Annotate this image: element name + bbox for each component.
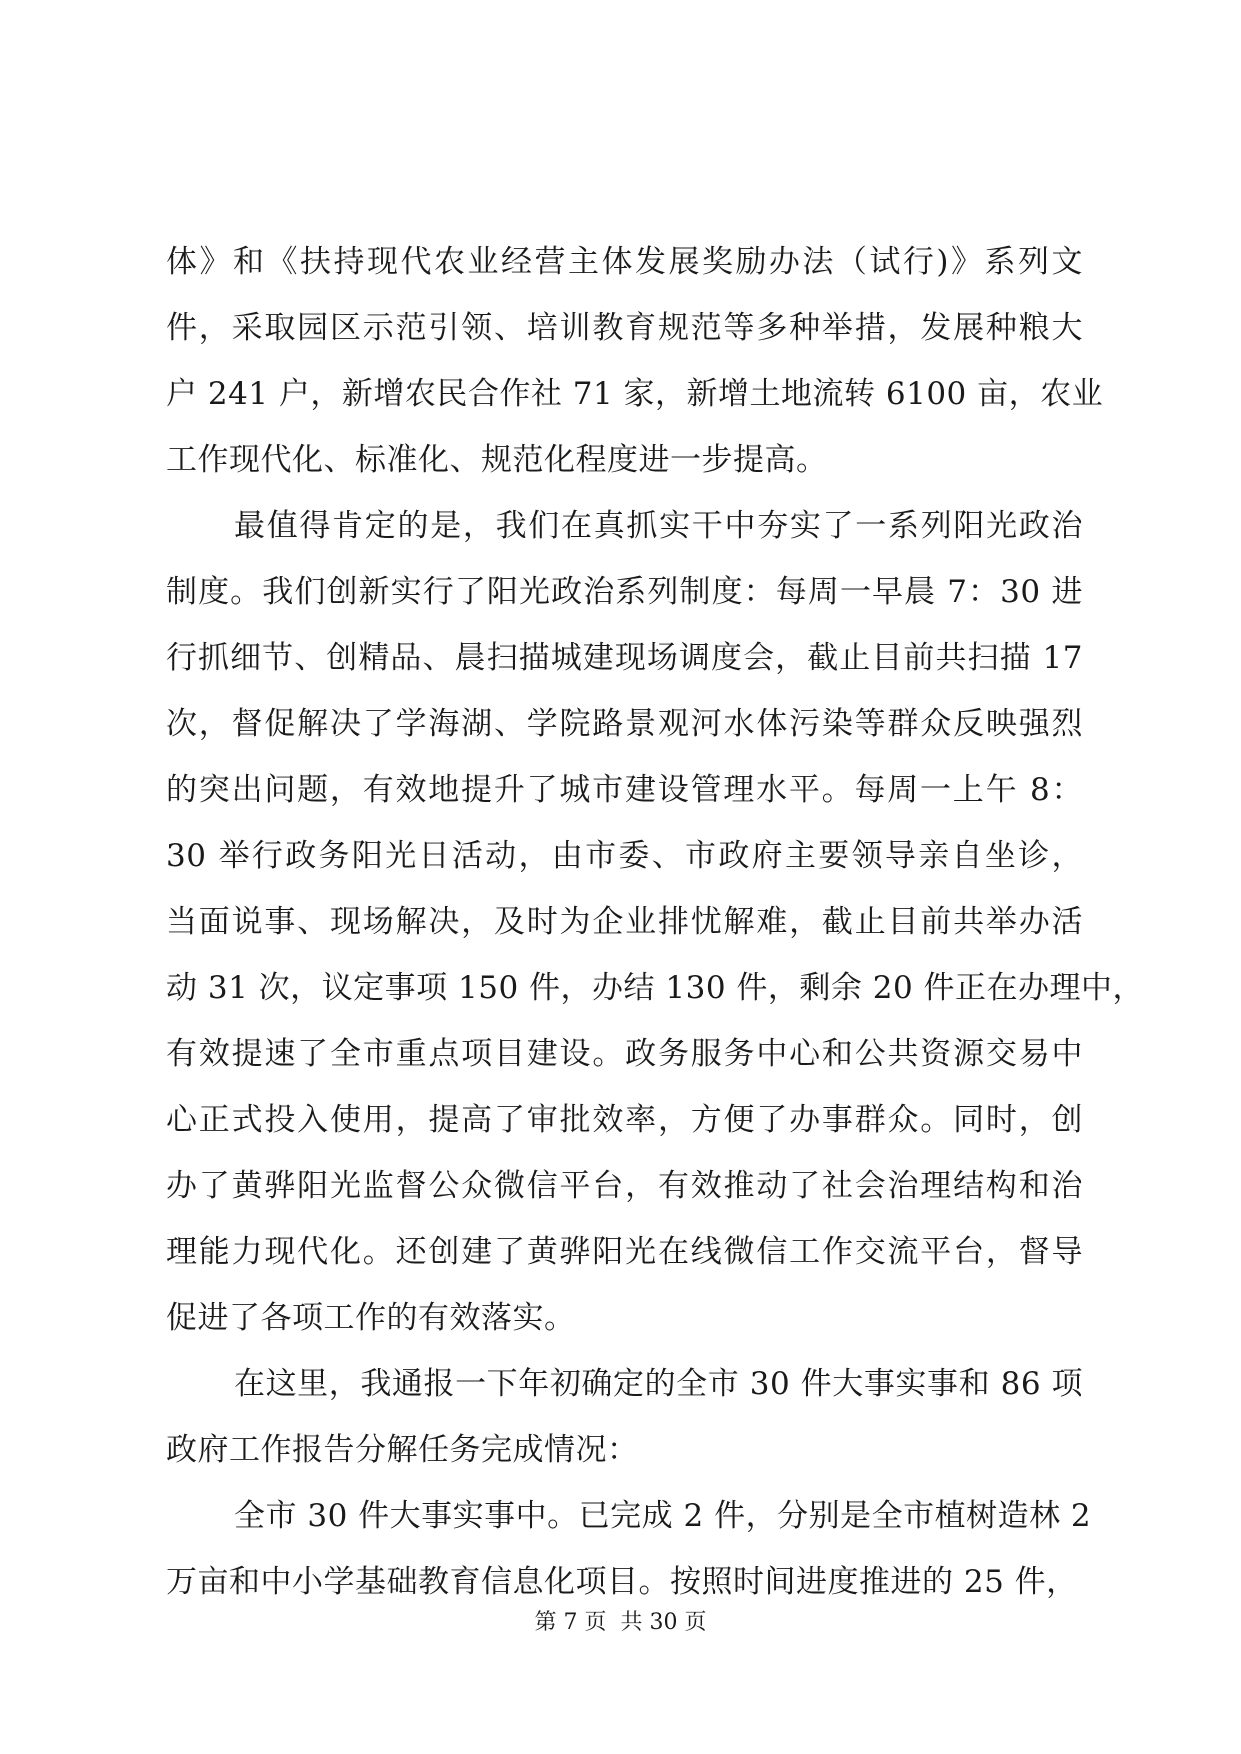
- text-line: 当面说事、现场解决，及时为企业排忧解难，截止目前共举办活: [166, 904, 1083, 940]
- document-body: [166, 229, 1145, 1615]
- text-line: 促进了各项工作的有效落实。: [166, 1300, 576, 1336]
- text-line: 件，采取园区示范引领、培训教育规范等多种举措，发展种粮大: [166, 310, 1083, 346]
- text-line: 心正式投入使用，提高了审批效率，方便了办事群众。同时，创: [166, 1102, 1083, 1138]
- text-line: 工作现代化、标准化、规范化程度进一步提高。: [166, 442, 828, 478]
- text-line: 制度。我们创新实行了阳光政治系列制度：每周一早晨 7：30 进: [166, 574, 1083, 610]
- text-line: 在这里，我通报一下年初确定的全市 30 件大事实事和 86 项: [234, 1366, 1083, 1402]
- text-line: 30 举行政务阳光日活动，由市委、市政府主要领导亲自坐诊，: [166, 838, 1083, 874]
- text-line: 政府工作报告分解任务完成情况：: [166, 1432, 639, 1468]
- text-line: 行抓细节、创精品、晨扫描城建现场调度会，截止目前共扫描 17: [166, 640, 1083, 676]
- text-line: 有效提速了全市重点项目建设。政务服务中心和公共资源交易中: [166, 1036, 1083, 1072]
- text-line: 万亩和中小学基础教育信息化项目。按照时间进度推进的 25 件，: [166, 1564, 1078, 1600]
- text-line: 次，督促解决了学海湖、学院路景观河水体污染等群众反映强烈: [166, 706, 1083, 742]
- text-line: 办了黄骅阳光监督公众微信平台，有效推动了社会治理结构和治: [166, 1168, 1083, 1204]
- paragraph: [166, 229, 1104, 493]
- text-line: 体》和《扶持现代农业经营主体发展奖励办法（试行)》系列文: [166, 244, 1083, 280]
- text-line: 理能力现代化。还创建了黄骅阳光在线微信工作交流平台，督导: [166, 1234, 1083, 1270]
- text-line: 全市 30 件大事实事中。已完成 2 件，分别是全市植树造林 2: [234, 1498, 1092, 1534]
- paragraph: [166, 1351, 1083, 1483]
- text-line: 动 31 次，议定事项 150 件，办结 130 件，剩余 20 件正在办理中，: [166, 970, 1145, 1006]
- paragraph: [166, 1483, 1092, 1615]
- text-line: 的突出问题，有效地提升了城市建设管理水平。每周一上午 8：: [166, 772, 1083, 808]
- page-footer: 第 7 页 共 30 页: [534, 1610, 707, 1635]
- paragraph: [166, 493, 1145, 1351]
- text-line: 户 241 户，新增农民合作社 71 家，新增土地流转 6100 亩，农业: [166, 376, 1104, 412]
- text-line: 最值得肯定的是，我们在真抓实干中夯实了一系列阳光政治: [234, 508, 1083, 544]
